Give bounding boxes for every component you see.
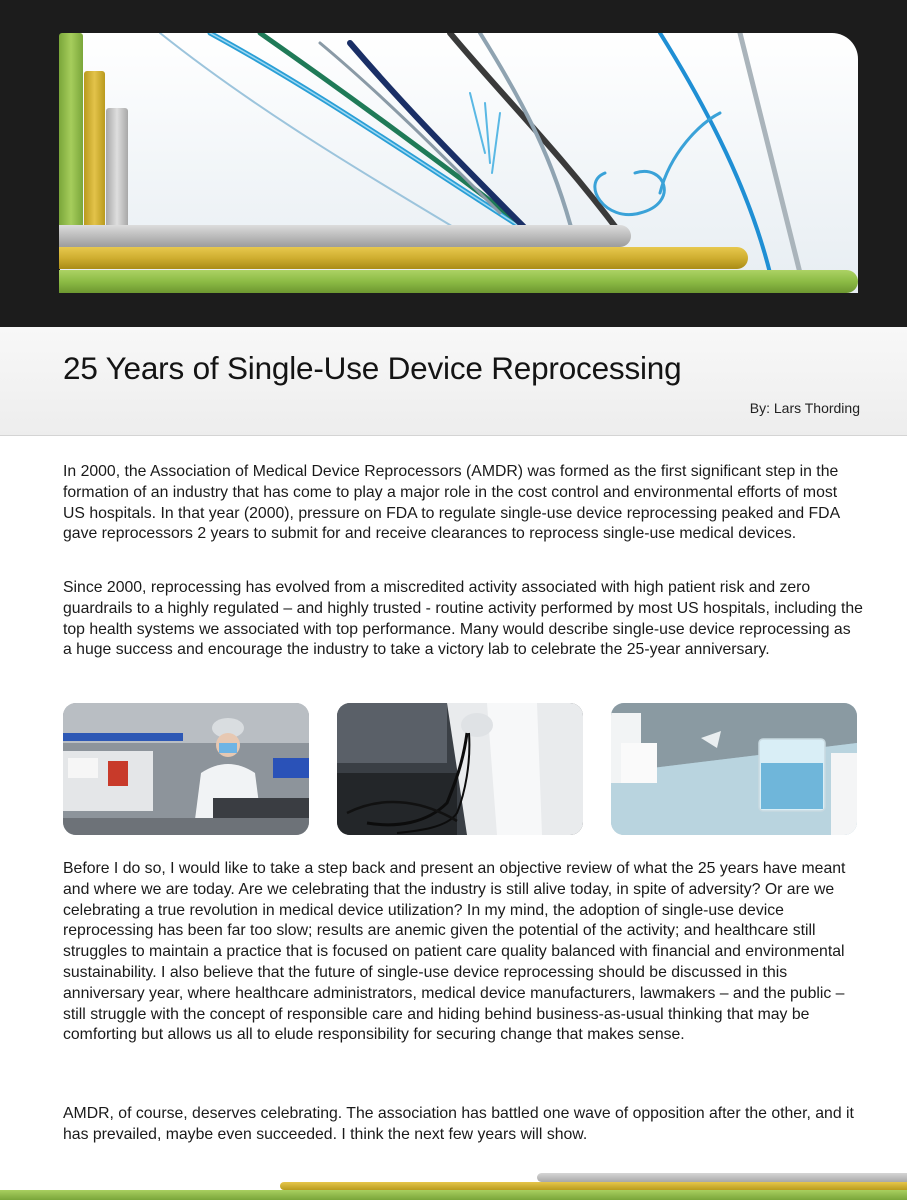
footer-bar-gray	[537, 1173, 907, 1182]
decor-bar-yellow-horizontal	[59, 247, 748, 269]
decor-bar-yellow-vertical	[84, 71, 105, 251]
article-byline: By: Lars Thording	[749, 400, 860, 416]
footer-bar-yellow	[280, 1182, 907, 1190]
photo-washer-beaker	[611, 703, 857, 835]
decor-bar-gray-vertical	[106, 108, 128, 238]
footer-bar-green	[0, 1190, 907, 1200]
paragraph-2: Since 2000, reprocessing has evolved from a miscredited activity associated with high patient risk and zero guardrails to a highly regulated – and highly trusted - routine activity performed by most US hospitals, including the top health systems we associated with top performance. Many would describe single-use device reprocessing as a huge success and encourage the industry to take a victory lab to celebrate the 25-year anniversary.	[63, 579, 863, 659]
photo-lab-worker	[63, 703, 309, 835]
paragraph-4: AMDR, of course, deserves celebrating. The association has battled one wave of opposition after the other, and it has prevailed, maybe even succeeded. I think the next few years will show.	[63, 1105, 854, 1143]
paragraph-3: Before I do so, I would like to take a step back and present an objective review of what the 25 years have meant and where we are today. Are we celebrating that the industry is still alive today, in spite of adversity? Or are we celebrating a true revolution in medical device utilization? In my mind, the adoption of single-use device reprocessing has been far too slow; results are anemic given the potential of the activity; and healthcare still struggles to maintain a practice that is focused on patient care quality balanced with financial and environmental sustainability. I also believe that the future of single-use device reprocessing should be discussed in this anniversary year, where healthcare administrators, medical device manufacturers, lawmakers – and the public – still struggle with the concept of responsible care and hiding behind business-as-usual thinking that may be comforting but allows us all to elude responsibility for securing change that makes sense.	[63, 860, 846, 1044]
decor-bar-green-horizontal	[59, 270, 858, 293]
article-title: 25 Years of Single-Use Device Reprocessing	[63, 350, 682, 386]
photo-cable-handling	[337, 703, 583, 835]
paragraph-1: In 2000, the Association of Medical Device Reprocessors (AMDR) was formed as the first significant step in the formation of an industry that has come to play a major role in the cost control and environmental efforts of most US hospitals. In that year (2000), pressure on FDA to regulate single-use device reprocessing peaked and FDA gave reprocessors 2 years to submit for and receive clearances to reprocess single-use medical devices.	[63, 463, 840, 543]
decor-bar-gray-horizontal	[59, 225, 631, 247]
